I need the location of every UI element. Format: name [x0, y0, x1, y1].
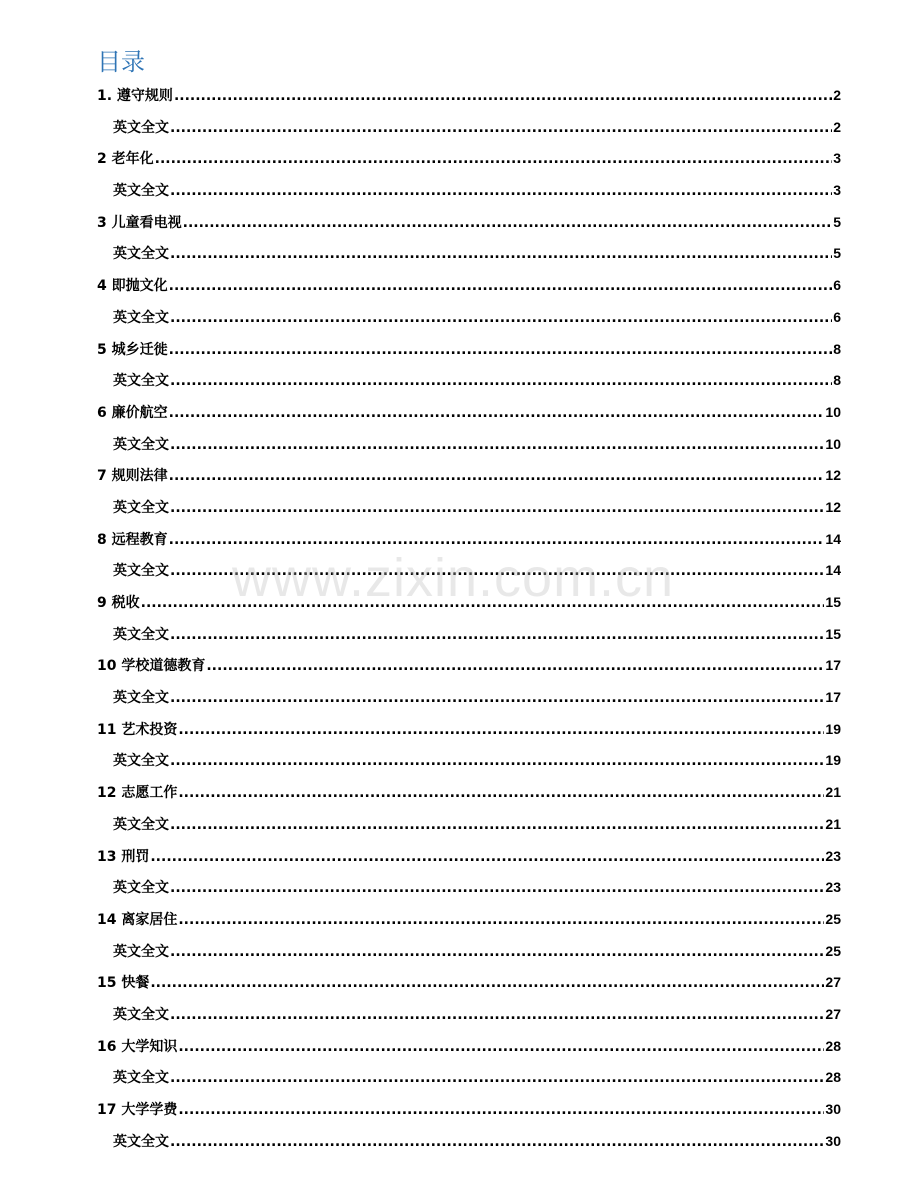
toc-dot-leader: [141, 588, 825, 620]
toc-entry[interactable]: [97, 650, 841, 682]
toc-subentry[interactable]: [97, 1062, 841, 1094]
toc-entry-title: 12 志愿工作: [97, 785, 178, 802]
toc-page-number: 30: [825, 1132, 841, 1149]
toc-dot-leader: [170, 1127, 824, 1159]
toc-subentry[interactable]: [97, 999, 841, 1031]
toc-dot-leader: [178, 778, 824, 810]
toc-entry-title: 13 刑罚: [97, 848, 150, 865]
toc-entry-title: 1. 遵守规则: [97, 88, 173, 104]
toc-entry[interactable]: [97, 397, 841, 429]
toc-entry[interactable]: [97, 841, 841, 873]
toc-dot-leader: [169, 525, 825, 557]
toc-page-number: 3: [833, 182, 841, 199]
toc-page-number: 6: [833, 308, 841, 325]
toc-subentry[interactable]: [97, 682, 841, 714]
toc-page-number: 17: [825, 689, 841, 706]
toc-entry-title: 5 城乡迁徙: [97, 341, 168, 358]
toc-dot-leader: [170, 113, 832, 145]
toc-entry[interactable]: [97, 904, 841, 936]
toc-dot-leader: [174, 81, 832, 113]
toc-entry-title: 英文全文: [113, 690, 169, 707]
toc-entry-title: 英文全文: [113, 309, 169, 326]
toc-entry-title: 10 学校道德教育: [97, 658, 206, 675]
toc-entry[interactable]: [97, 1094, 841, 1126]
toc-dot-leader: [169, 398, 825, 430]
toc-entry[interactable]: [97, 460, 841, 492]
toc-entry[interactable]: [97, 524, 841, 556]
toc-entry-title: 英文全文: [113, 626, 169, 643]
toc-page-number: 30: [825, 1101, 841, 1117]
toc-subentry[interactable]: [97, 936, 841, 968]
toc-entry-title: 英文全文: [113, 816, 169, 833]
toc-page-number: 5: [833, 213, 841, 230]
toc-subentry[interactable]: [97, 429, 841, 461]
toc-entry-title: 3 儿童看电视: [97, 214, 182, 231]
toc-entry-title: 11 艺术投资: [97, 721, 178, 738]
toc-dot-leader: [170, 366, 832, 398]
toc-subentry[interactable]: [97, 302, 841, 334]
toc-dot-leader: [170, 620, 824, 652]
toc-subentry[interactable]: [97, 555, 841, 587]
toc-heading: 目录: [97, 48, 145, 76]
toc-entry-title: 17 大学学费: [97, 1102, 178, 1118]
toc-entry[interactable]: [97, 967, 841, 999]
toc-page-number: 19: [825, 752, 841, 769]
toc-entry-title: 英文全文: [113, 436, 169, 453]
toc-subentry[interactable]: [97, 872, 841, 904]
toc-entry-title: 英文全文: [113, 943, 169, 960]
toc-dot-leader: [170, 683, 824, 715]
toc-page-number: 19: [825, 720, 841, 737]
toc-list: [97, 80, 841, 1157]
toc-dot-leader: [178, 1032, 824, 1064]
toc-page-number: 8: [833, 372, 841, 389]
toc-subentry[interactable]: [97, 1126, 841, 1158]
toc-dot-leader: [170, 873, 824, 905]
toc-dot-leader: [170, 1000, 824, 1032]
toc-subentry[interactable]: [97, 238, 841, 270]
toc-page-number: 23: [825, 847, 841, 864]
toc-dot-leader: [170, 1063, 824, 1095]
toc-entry-title: 16 大学知识: [97, 1038, 178, 1055]
toc-subentry[interactable]: [97, 745, 841, 777]
toc-page-number: 25: [825, 910, 841, 927]
toc-page-number: 23: [825, 879, 841, 896]
toc-entry-title: 14 离家居住: [97, 911, 178, 928]
toc-page-number: 25: [825, 942, 841, 959]
toc-page-number: 2: [833, 87, 841, 103]
toc-page-number: 28: [825, 1037, 841, 1054]
toc-page-number: 21: [825, 815, 841, 832]
toc-subentry[interactable]: [97, 112, 841, 144]
toc-dot-leader: [170, 810, 824, 842]
toc-dot-leader: [170, 430, 824, 462]
toc-entry[interactable]: [97, 1031, 841, 1063]
toc-page-number: 21: [825, 784, 841, 801]
toc-page-number: 6: [833, 277, 841, 294]
toc-dot-leader: [169, 335, 833, 367]
toc-entry-title: 英文全文: [113, 880, 169, 897]
toc-entry[interactable]: [97, 777, 841, 809]
toc-subentry[interactable]: [97, 492, 841, 524]
toc-page-number: 3: [833, 150, 841, 167]
toc-entry-title: 英文全文: [113, 1006, 169, 1023]
toc-dot-leader: [178, 715, 824, 747]
toc-dot-leader: [150, 968, 824, 1000]
toc-dot-leader: [183, 208, 833, 240]
toc-entry[interactable]: [97, 80, 841, 112]
toc-entry-title: 英文全文: [113, 246, 169, 263]
toc-dot-leader: [155, 144, 833, 176]
toc-entry[interactable]: [97, 714, 841, 746]
toc-page-number: 12: [825, 498, 841, 515]
toc-dot-leader: [206, 651, 824, 683]
toc-dot-leader: [170, 239, 832, 271]
toc-entry[interactable]: [97, 207, 841, 239]
toc-entry[interactable]: [97, 143, 841, 175]
toc-dot-leader: [178, 905, 824, 937]
toc-entry-title: 英文全文: [113, 1133, 169, 1150]
toc-subentry[interactable]: [97, 365, 841, 397]
toc-entry-title: 4 即抛文化: [97, 278, 168, 295]
toc-entry-title: 8 远程教育: [97, 531, 168, 548]
toc-entry-title: 9 税收: [97, 595, 140, 611]
toc-entry-title: 英文全文: [113, 499, 169, 516]
toc-subentry[interactable]: [97, 809, 841, 841]
toc-entry-title: 英文全文: [113, 563, 169, 580]
toc-page-number: 17: [825, 657, 841, 674]
toc-dot-leader: [178, 1095, 824, 1127]
toc-page-number: 14: [825, 530, 841, 547]
toc-page-number: 5: [833, 245, 841, 262]
toc-dot-leader: [170, 493, 824, 525]
toc-page-number: 27: [825, 974, 841, 991]
toc-dot-leader: [169, 461, 825, 493]
toc-entry-title: 英文全文: [113, 373, 169, 390]
toc-page-number: 10: [825, 403, 841, 420]
toc-subentry[interactable]: [97, 619, 841, 651]
watermark: www.zixin.com.cn: [232, 548, 675, 608]
toc-page-number: 12: [825, 467, 841, 484]
toc-entry-title: 英文全文: [113, 183, 169, 200]
toc-page-number: 8: [833, 340, 841, 357]
toc-entry-title: 15 快餐: [97, 975, 150, 992]
toc-page-number: 14: [825, 562, 841, 579]
toc-entry-title: 英文全文: [113, 119, 169, 136]
toc-entry[interactable]: [97, 334, 841, 366]
toc-page-number: 28: [825, 1069, 841, 1086]
toc-entry[interactable]: [97, 270, 841, 302]
toc-dot-leader: [170, 303, 832, 335]
toc-dot-leader: [169, 271, 833, 303]
toc-page-number: 15: [825, 594, 841, 610]
toc-entry-title: 英文全文: [113, 753, 169, 770]
toc-subentry[interactable]: [97, 175, 841, 207]
toc-dot-leader: [150, 842, 824, 874]
toc-dot-leader: [170, 746, 824, 778]
toc-dot-leader: [170, 556, 824, 588]
toc-entry-title: 6 廉价航空: [97, 404, 168, 421]
toc-dot-leader: [170, 176, 832, 208]
toc-page-number: 2: [833, 118, 841, 135]
toc-entry-title: 英文全文: [113, 1070, 169, 1087]
toc-page-number: 10: [825, 435, 841, 452]
toc-entry-title: 7 规则法律: [97, 468, 168, 485]
toc-entry[interactable]: [97, 587, 841, 619]
toc-dot-leader: [170, 937, 824, 969]
toc-page-number: 15: [825, 625, 841, 642]
toc-entry-title: 2 老年化: [97, 151, 154, 168]
toc-page-number: 27: [825, 1005, 841, 1022]
